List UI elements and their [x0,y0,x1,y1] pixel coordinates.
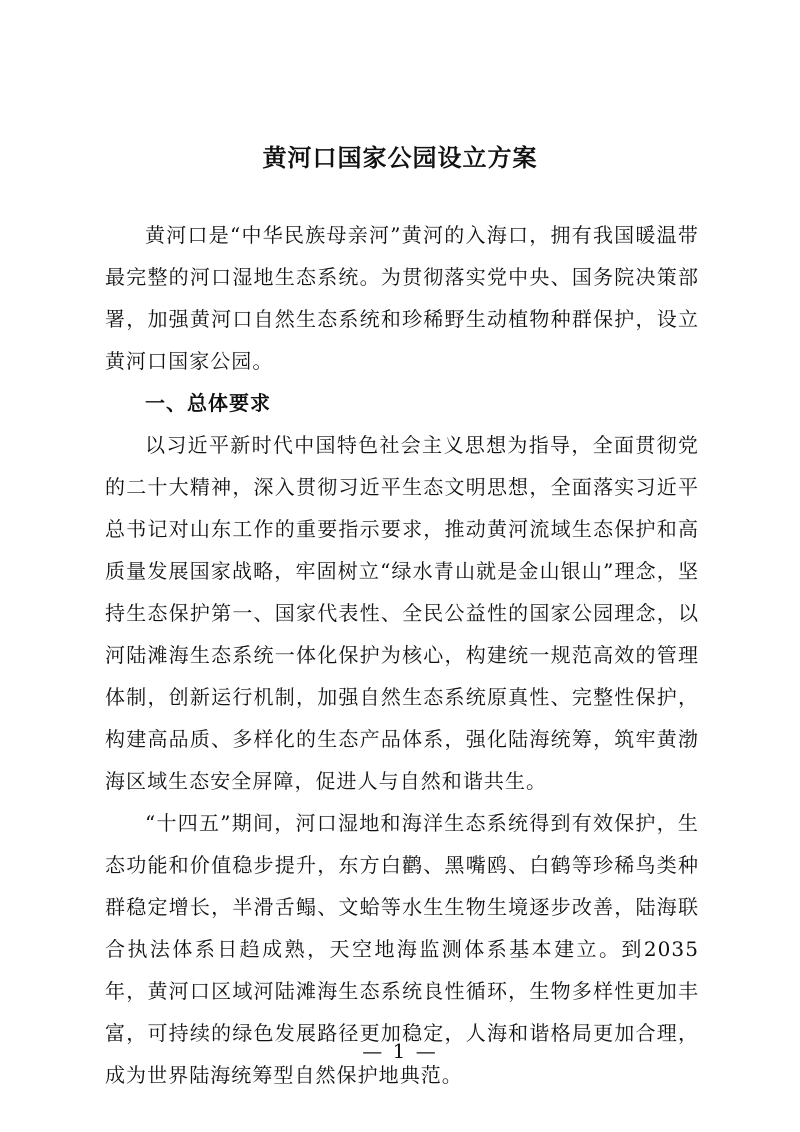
intro-paragraph: 黄河口是“中华民族母亲河”黄河的入海口，拥有我国暖温带最完整的河口湿地生态系统。为贯彻落实党中央、国务院决策部署，加强黄河口自然生态系统和珍稀野生动植物种群保护，设立黄河口国家公园。 [105,223,699,373]
document-title: 黄河口国家公园设立方案 [262,143,538,172]
section-paragraph-1: 以习近平新时代中国特色社会主义思想为指导，全面贯彻党的二十大精神，深入贯彻习近平生态文明思想，全面落实习近平总书记对山东工作的重要指示要求，推动黄河流域生态保护和高质量发展国家战略，牢固树立“绿水青山就是金山银山”理念，坚持生态保护第一、国家代表性、全民公益性的国家公园理念，以河陆滩海生态系统一体化保护为核心，构建统一规范高效的管理体制，创新运行机制，加强自然生态系统原真性、完整性保护，构建高品质、多样化的生态产品体系，强化陆海统筹，筑牢黄渤海区域生态安全屏障，促进人与自然和谐共生。 [105,433,699,793]
section-heading: 一、总体要求 [145,391,271,415]
page-number: — 1 — [362,1039,438,1063]
document-body [105,214,699,1096]
section-paragraph-2: “十四五”期间，河口湿地和海洋生态系统得到有效保护，生态功能和价值稳步提升，东方白鹳、黑嘴鸥、白鹤等珍稀鸟类种群稳定增长，半滑舌鳎、文蛤等水生生物生境逐步改善，陆海联合执法体系日趋成熟，天空地海监测体系基本建立。到2035年，黄河口区域河陆滩海生态系统良性循环，生物多样性更加丰富，可持续的绿色发展路径更加稳定，人海和谐格局更加合理，成为世界陆海统筹型自然保护地典范。 [105,811,699,1087]
